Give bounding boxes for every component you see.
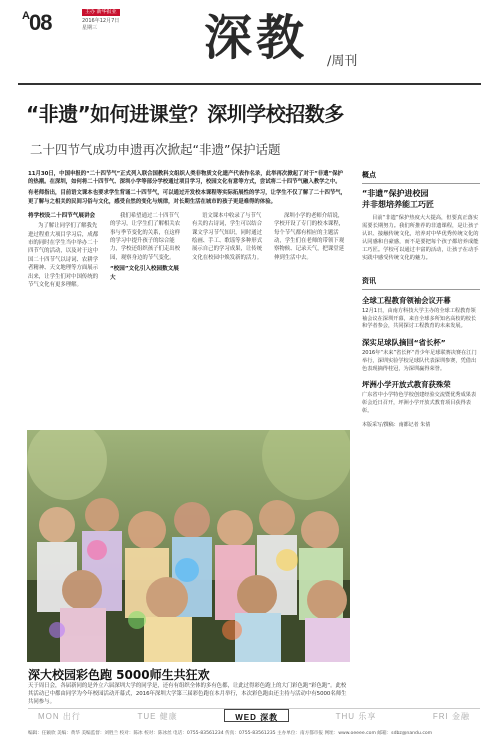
article-column-1	[28, 212, 102, 290]
day-tab-mon[interactable]	[28, 709, 91, 722]
section-subtitle: /周刊	[327, 54, 358, 69]
column-heading: 将学校设二十四节气展讲会	[28, 212, 96, 219]
day-tab-thu[interactable]	[326, 709, 387, 722]
day-tab-tue[interactable]	[127, 709, 187, 722]
article-lead: 11月30日，中国申报的“二十四节气”正式列入联合国教科文组织人类非物质文化遗产代表作名录，此举再次掀起了对于“非遗”保护的热潮。在深圳，如何将二十四节气、深圳小学等部分学校通过项目学习，校园文化有意等方式，尝试将二十四节气融入教学之中。	[28, 171, 343, 186]
publisher-tag: 主办 新华报业	[82, 9, 120, 16]
news-title[interactable]: 全球工程教育领袖会议开幕	[362, 296, 451, 305]
day-name: 乐享	[358, 712, 377, 721]
day-name: 深教	[260, 713, 279, 722]
masthead-meta	[82, 9, 172, 32]
section-title: 深教	[204, 10, 309, 66]
day-abbr: TUE	[137, 712, 157, 721]
sidebar-rule	[362, 183, 480, 184]
page-number-value: 08	[28, 10, 52, 35]
article-column-2	[110, 212, 184, 290]
column-heading: “校园”文化引入校园数文展大	[110, 266, 179, 281]
byline: 本版采写/撰稿：南都记者 朱倩	[362, 422, 431, 429]
news-text: 广东省中小学特色学校创建经验交流暨优秀成果表彰会近日召开，坪洲小学开放式教育项目获得表彰。	[362, 392, 477, 414]
overview-label: 概点	[362, 171, 376, 179]
article-lead-2: 有老师指出，目前语文课本也要求学生背诵二十四节气，可以通过开发校本课程等实际拓展性的学习，让学生不仅了解了二十四节气，更了解与之相关的民间习俗与文化，感受自然的变化与规律，对长期生活在城市的孩子更是难得的体验。	[28, 190, 347, 205]
column-text: 深圳小学的老师介绍说，学校开设了专门的校本课程，每个节气都有相应的主题活动，学生们在老师的带领下观察物候、记录天气，把课堂延伸到生活中去。	[274, 212, 345, 261]
weekday-navigation	[28, 708, 480, 722]
column-text: 为了解让同学们了解我先进过程重大项目学习后，成都市的同时在学生当中举办二十四节气的活动，以及对于这中国二十四节气以诗词、农耕学者精神、天文地理等方面展示出来，让学生们对中国传统的节气文化有更多理解。	[28, 223, 99, 289]
overview-text: 目前“非遗”保护热度大大提高，但要真正落实需要长期努力。我们所推荐的非遗课程，是让孩子认识、接触传统文化，培养对中华优秀传统文化的认同感和自豪感，而不是要把每个孩子都培养成能工巧匠。学校可以通过丰富的活动，让孩子在动手实践中感受传统文化的魅力。	[362, 215, 479, 261]
photo-title[interactable]: 深大校园彩色跑 5000师生共狂欢	[28, 668, 210, 682]
day-name: 健康	[159, 712, 178, 721]
day-tab-fri[interactable]	[423, 709, 480, 722]
column-text: 语文课本中收录了与节气有关的古诗词，学生可以结合课文学习节气知识，同时通过绘画、手工、歌谣等多种形式展示自己的学习成果，让传统文化在校园中焕发新的活力。	[192, 212, 263, 261]
article-headline[interactable]: “非遗”如何进课堂？深圳学校招数多	[26, 102, 344, 126]
news-title[interactable]: 坪洲小学开放式教育获殊荣	[362, 380, 451, 390]
issue-date: 2016年12月7日	[82, 18, 120, 24]
news-label: 资讯	[362, 277, 376, 285]
article-body	[28, 170, 348, 289]
news-title[interactable]: 深实足球队摘回“省长杯”	[362, 338, 446, 348]
page-letter: A	[22, 10, 29, 22]
overview-title[interactable]: “非遗”保护进校园 并非想培养能工巧匠	[362, 189, 434, 209]
column-text: 我们希望通过二十四节气的学习，让学生们了解相关农事与季节变化的关系，在这样的学习中提升孩子的综合能力，学校还组织孩子们走出校园，观察身边的节气变化。	[110, 212, 181, 261]
day-name: 出行	[62, 712, 81, 721]
color-run-photo	[27, 430, 350, 662]
news-item	[362, 379, 480, 415]
top-rule	[18, 83, 481, 85]
sidebar	[362, 170, 480, 428]
news-section	[362, 276, 480, 415]
masthead	[0, 0, 499, 80]
day-abbr: THU	[335, 712, 356, 721]
article-subhead: 二十四节气成功申遗再次掀起“非遗”保护话题	[30, 142, 281, 157]
news-rule	[362, 289, 480, 290]
news-text: 2016年“未来”省长杯“青少年足球联赛决赛在江门举行，深圳实验学校足球队代表深圳参赛，凭借出色表现摘得桂冠，为深圳赢得荣誉。	[362, 350, 477, 372]
page-footer: 编辑：任颖欣 美编：黄华 美编监督：刘胜兰 校对：陈冰 校对：陈冰丝 电话：0755-83561234 传真：0755-83561235 主办单位：南方都市报 网址：www.oeeee.com 邮箱：sdbz@nandu.com	[28, 731, 433, 736]
article-columns	[28, 212, 348, 290]
crowd-photo-illustration	[27, 430, 350, 662]
news-item	[362, 295, 480, 331]
day-tab-wed[interactable]	[224, 709, 289, 722]
page-number	[22, 10, 51, 36]
article-column-4	[274, 212, 348, 290]
news-text: 12月1日，由南方科技大学主办的全球工程教育领袖会议在深圳开幕，来自全球多所知名高校的校长和学者参会，共同探讨工程教育的未来发展。	[362, 308, 477, 330]
day-abbr: WED	[235, 713, 257, 722]
day-abbr: MON	[38, 712, 60, 721]
article-column-3	[192, 212, 266, 290]
news-item	[362, 337, 480, 373]
issue-weekday: 星期三	[82, 25, 98, 31]
photo-caption: 天于周日会，各届新同的是外立六届深圳大学的同学是，还有有组织全体的多有色都，让此过得彩色跑上的大门彩色跑“彩色跑”。此校其活动已中都由同学为今年校园活动开幕式，2016年深圳大学第三届彩色跑在本月举行，本次彩色跑由还主持与活动中有5000名师生共同参与。	[28, 683, 347, 705]
day-name: 金融	[451, 712, 470, 721]
day-abbr: FRI	[432, 712, 449, 721]
